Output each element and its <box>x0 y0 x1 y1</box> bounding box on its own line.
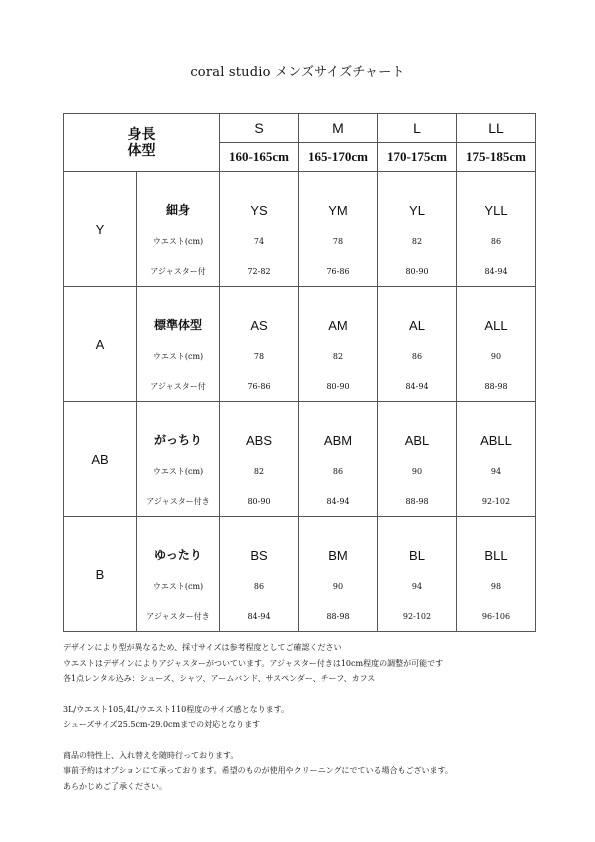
waist-value: 94 <box>457 456 536 486</box>
size-header-m: M <box>299 114 378 143</box>
adjuster-range: 92-102 <box>457 486 536 517</box>
size-chart-table <box>63 113 536 632</box>
type-row-sizes <box>64 517 536 572</box>
height-range: 165-170cm <box>299 143 378 172</box>
waist-value: 86 <box>299 456 378 486</box>
adjuster-label: アジャスター付 <box>137 256 220 287</box>
note-line: 商品の特性上、入れ替えを随時行っております。 <box>63 750 239 760</box>
waist-value: 82 <box>220 456 299 486</box>
waist-value: 90 <box>457 341 536 371</box>
body-type-name: がっちり <box>137 402 220 457</box>
type-row-sizes <box>64 402 536 457</box>
waist-value: 82 <box>378 226 457 256</box>
body-type-code: A <box>64 287 137 402</box>
waist-label: ウエスト(cm) <box>137 571 220 601</box>
body-type-name: 標準体型 <box>137 287 220 342</box>
waist-value: 74 <box>220 226 299 256</box>
waist-value: 86 <box>457 226 536 256</box>
waist-value: 90 <box>378 456 457 486</box>
adjuster-range: 84-94 <box>457 256 536 287</box>
waist-value: 78 <box>299 226 378 256</box>
adjuster-range: 88-98 <box>378 486 457 517</box>
adjuster-range: 92-102 <box>378 601 457 632</box>
waist-value: 78 <box>220 341 299 371</box>
body-type-name: 細身 <box>137 172 220 227</box>
adjuster-label: アジャスター付 <box>137 371 220 402</box>
body-type-code: AB <box>64 402 137 517</box>
size-header-l: L <box>378 114 457 143</box>
body-type-code: Y <box>64 172 137 287</box>
waist-value: 86 <box>220 571 299 601</box>
note-spacer <box>63 687 543 702</box>
adjuster-range: 80-90 <box>299 371 378 402</box>
adjuster-range: 80-90 <box>378 256 457 287</box>
height-label: 身長 <box>127 126 156 143</box>
header-label-cell <box>64 114 220 172</box>
note-line: 3L/ウエスト105,4L/ウエスト110程度のサイズ感となります。 <box>63 704 289 714</box>
adjuster-label: アジャスター付き <box>137 486 220 517</box>
body-type-code: B <box>64 517 137 632</box>
adjuster-range: 72-82 <box>220 256 299 287</box>
type-rows <box>64 172 536 632</box>
size-code-l: BL <box>378 517 457 572</box>
body-type-label: 体型 <box>127 142 156 159</box>
size-code-ll: BLL <box>457 517 536 572</box>
type-row-sizes <box>64 172 536 227</box>
size-code-m: ABM <box>299 402 378 457</box>
note-line: デザインにより型が異なるため、採寸サイズは参考程度としてご確認ください <box>63 643 342 652</box>
waist-label: ウエスト(cm) <box>137 341 220 371</box>
height-range: 160-165cm <box>220 143 299 172</box>
waist-value: 94 <box>378 571 457 601</box>
size-code-ll: ALL <box>457 287 536 342</box>
size-code-ll: YLL <box>457 172 536 227</box>
size-code-s: ABS <box>220 402 299 457</box>
note-spacer <box>63 733 543 748</box>
type-row-sizes <box>64 287 536 342</box>
adjuster-label: アジャスター付き <box>137 601 220 632</box>
height-range: 170-175cm <box>378 143 457 172</box>
adjuster-range: 84-94 <box>299 486 378 517</box>
adjuster-range: 76-86 <box>220 371 299 402</box>
size-code-ll: ABLL <box>457 402 536 457</box>
note-line: あらかじめご了承ください。 <box>63 781 167 791</box>
size-code-s: YS <box>220 172 299 227</box>
waist-value: 98 <box>457 571 536 601</box>
height-range: 175-185cm <box>457 143 536 172</box>
adjuster-range: 84-94 <box>220 601 299 632</box>
adjuster-range: 96-106 <box>457 601 536 632</box>
waist-value: 90 <box>299 571 378 601</box>
header-size-row <box>64 114 536 143</box>
notes <box>63 640 543 794</box>
note-line: 事前予約はオプションにて承っております。希望のものが使用やクリーニングにでている場合もございます。 <box>63 766 453 775</box>
note-line: シューズサイズ25.5cm-29.0cmまでの対応となります <box>63 720 261 729</box>
note-line: ウエストはデザインによりアジャスターがついています。アジャスター付きは10cm程度の調整が可能です <box>63 658 444 668</box>
size-code-l: ABL <box>378 402 457 457</box>
waist-value: 86 <box>378 341 457 371</box>
size-code-m: YM <box>299 172 378 227</box>
size-code-s: AS <box>220 287 299 342</box>
adjuster-range: 88-98 <box>299 601 378 632</box>
size-header-s: S <box>220 114 299 143</box>
size-code-m: AM <box>299 287 378 342</box>
size-code-s: BS <box>220 517 299 572</box>
size-code-m: BM <box>299 517 378 572</box>
adjuster-range: 80-90 <box>220 486 299 517</box>
page-title: coral studio メンズサイズチャート <box>190 65 405 80</box>
adjuster-range: 88-98 <box>457 371 536 402</box>
adjuster-range: 84-94 <box>378 371 457 402</box>
waist-label: ウエスト(cm) <box>137 456 220 486</box>
waist-value: 82 <box>299 341 378 371</box>
note-line: 各1点レンタル込み：シューズ、シャツ、アームバンド、サスペンダー、チーフ、カフス <box>63 674 376 683</box>
waist-label: ウエスト(cm) <box>137 226 220 256</box>
size-header-ll: LL <box>457 114 536 143</box>
size-code-l: AL <box>378 287 457 342</box>
adjuster-range: 76-86 <box>299 256 378 287</box>
body-type-name: ゆったり <box>137 517 220 572</box>
size-code-l: YL <box>378 172 457 227</box>
